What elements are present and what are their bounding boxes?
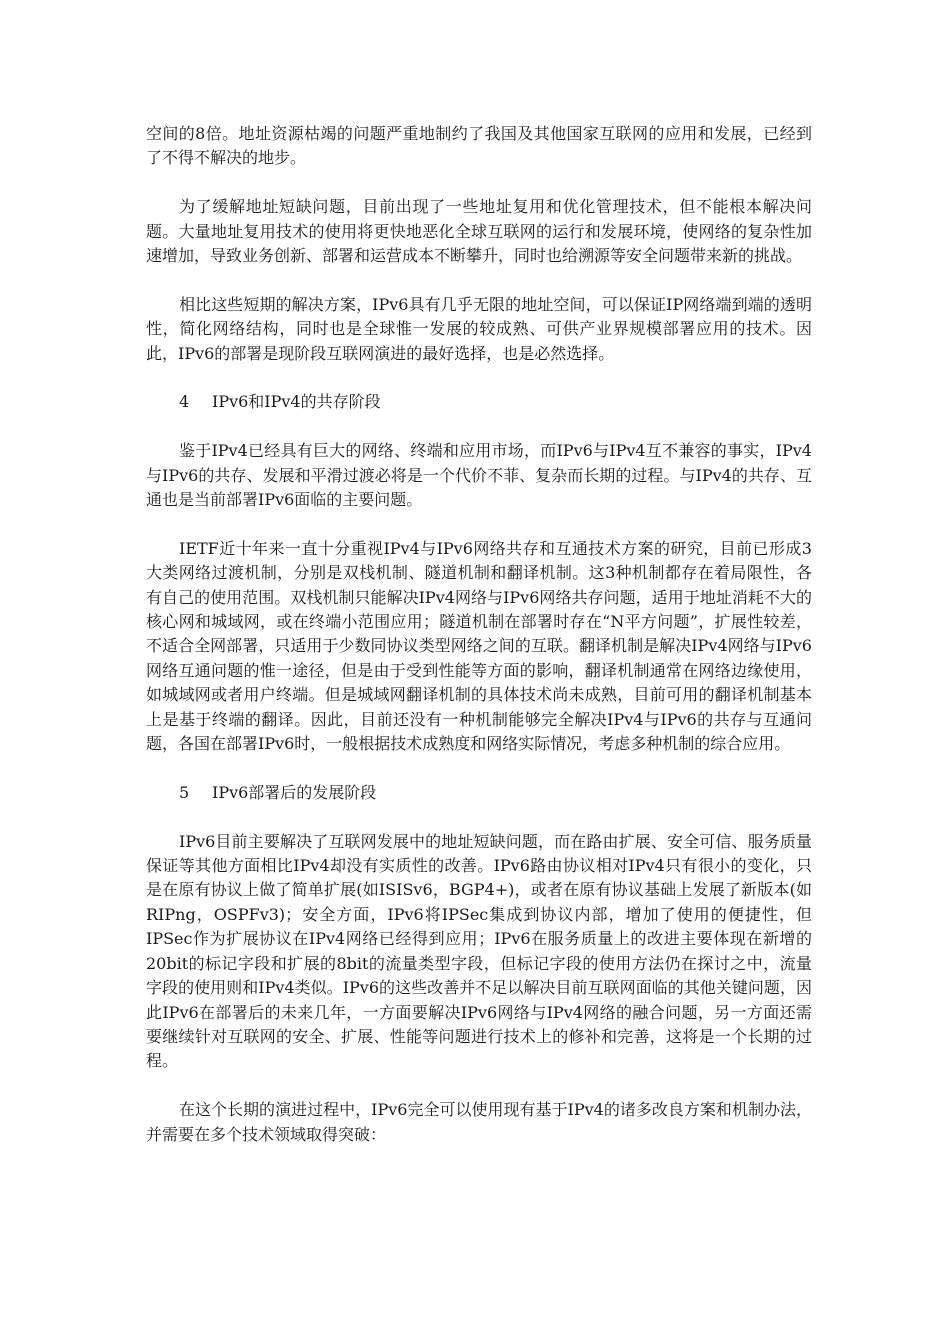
section-title: IPv6和IPv4的共存阶段 (212, 392, 381, 412)
paragraph: IPv6目前主要解决了互联网发展中的地址短缺问题，而在路由扩展、安全可信、服务质量保证等其他方面相比IPv4却没有实质性的改善。IPv6路由协议相对IPv4只有很小的变化，只是在原有协议上做了简单扩展(如ISISv6，BGP4+)，或者在原有协议基础上发展了新版本(如RIPng，OSPFv3)；安全方面，IPv6将IPSec集成到协议内部，增加了使用的便捷性，但IPSec作为扩展协议在IPv4网络已经得到应用；IPv6在服务质量上的改进主要体现在新增的20bit的标记字段和扩展的8bit的流量类型字段，但标记字段的使用方法仍在探讨之中，流量字段的使用则和IPv4类似。IPv6的这些改善并不足以解决目前互联网面临的其他关键问题，因此IPv6在部署后的未来几年，一方面要解决IPv6网络与IPv4网络的融合问题，另一方面还需要继续针对互联网的安全、扩展、性能等问题进行技术上的修补和完善，这将是一个长期的过程。 (146, 831, 812, 1071)
section-heading-4 (146, 390, 812, 414)
paragraph: IETF近十年来一直十分重视IPv4与IPv6网络共存和互通技术方案的研究，目前已形成3大类网络过渡机制，分别是双栈机制、隧道机制和翻译机制。这3种机制都存在着局限性，各有自己的使用范围。双栈机制只能解决IPv4网络与IPv6网络共存问题，适用于地址消耗不大的核心网和城域网，或在终端小范围应用；隧道机制在部署时存在“N平方问题”，扩展性较差，不适合全网部署，只适用于少数同协议类型网络之间的互联。翻译机制是解决IPv4网络与IPv6网络互通问题的惟一途径，但是由于受到性能等方面的影响，翻译机制通常在网络边缘使用，如城域网或者用户终端。但是城域网翻译机制的具体技术尚未成熟，目前可用的翻译机制基本上是基于终端的翻译。因此，目前还没有一种机制能够完全解决IPv4与IPv6的共存与互通问题，各国在部署IPv6时，一般根据技术成熟度和网络实际情况，考虑多种机制的综合应用。 (146, 538, 812, 754)
section-number: 5 (179, 782, 190, 802)
paragraph: 相比这些短期的解决方案，IPv6具有几乎无限的地址空间，可以保证IP网络端到端的透明性，简化网络结构，同时也是全球惟一发展的较成熟、可供产业界规模部署应用的技术。因此，IPv6的部署是现阶段互联网演进的最好选择，也是必然选择。 (146, 294, 812, 363)
paragraph: 在这个长期的演进过程中，IPv6完全可以使用现有基于IPv4的诸多改良方案和机制办法，并需要在多个技术领域取得突破： (146, 1100, 812, 1144)
paragraph: 鉴于IPv4已经具有巨大的网络、终端和应用市场，而IPv6与IPv4互不兼容的事实，IPv4与IPv6的共存、发展和平滑过渡必将是一个代价不菲、复杂而长期的过程。与IPv4的共存、互通也是当前部署IPv6面临的主要问题。 (146, 441, 812, 510)
paragraph: 空间的8倍。地址资源枯竭的问题严重地制约了我国及其他国家互联网的应用和发展，已经到了不得不解决的地步。 (146, 124, 812, 168)
document-body (146, 122, 812, 1171)
section-heading-5 (146, 781, 812, 805)
section-number: 4 (179, 392, 190, 412)
paragraph: 为了缓解地址短缺问题，目前出现了一些地址复用和优化管理技术，但不能根本解决问题。大量地址复用技术的使用将更快地恶化全球互联网的运行和发展环境，使网络的复杂性加速增加，导致业务创新、部署和运营成本不断攀升，同时也给溯源等安全问题带来新的挑战。 (146, 197, 812, 266)
section-title: IPv6部署后的发展阶段 (212, 782, 377, 802)
